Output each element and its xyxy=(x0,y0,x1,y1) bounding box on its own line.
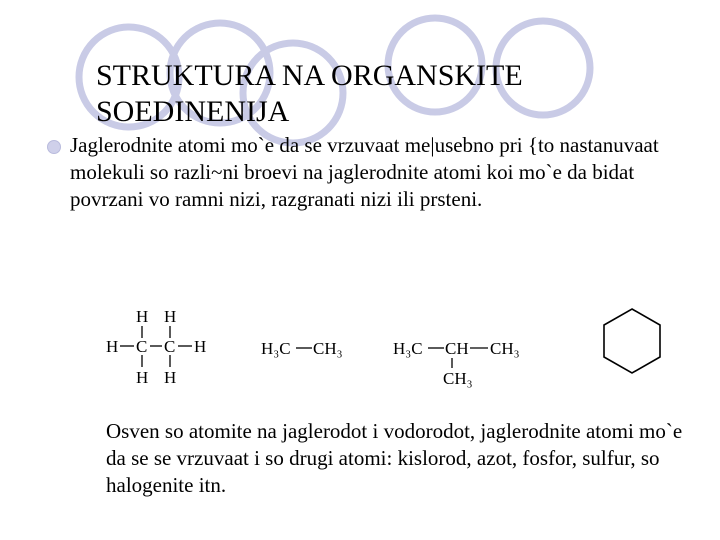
ethane-h-bottom-right: H xyxy=(164,368,177,387)
ethane-h-top-left: H xyxy=(136,307,149,326)
ethane-c-left: C xyxy=(136,337,148,356)
ethane-condensed-formula xyxy=(261,339,343,358)
ethane-c-right: C xyxy=(164,337,176,356)
ethane-h-right: H xyxy=(194,337,207,356)
ethane-h-top-right: H xyxy=(164,307,177,326)
ethane-condensed-left: H₃C xyxy=(261,339,291,358)
ethane-condensed-right: CH₃ xyxy=(313,339,343,358)
ethane-h-left: H xyxy=(106,337,119,356)
isobutane-right: CH₃ xyxy=(490,339,520,358)
bullet-text: Jaglerodnite atomi mo`e da se vrzuvaat me|usebno pri {to nastanuvaat molekuli so razli~ni broevi na jaglerodnite atomi koi mo`e da bidat povrzani vo ramni nizi, razgranati nizi ili prsteni. xyxy=(70,133,659,211)
isobutane-middle: CH xyxy=(445,339,469,358)
ethane-h-bottom-left: H xyxy=(136,368,149,387)
closing-paragraph: Osven so atomite na jaglerodot i vodorodot, jaglerodnite atomi mo`e da se se vrzuvaat i so drugi atomi: kislorod, azot, fosfor, sulfur, so halogenite itn. xyxy=(106,419,683,497)
cyclohexane-hexagon-icon xyxy=(604,309,660,373)
slide-title-line-2: SOEDINENIJA xyxy=(96,95,290,128)
isobutane-formula xyxy=(393,339,520,388)
isobutane-branch: CH₃ xyxy=(443,369,473,388)
slide-title-line-1: STRUKTURA NA ORGANSKITE xyxy=(96,59,523,92)
isobutane-left: H₃C xyxy=(393,339,423,358)
ethane-structural-formula xyxy=(106,307,206,387)
